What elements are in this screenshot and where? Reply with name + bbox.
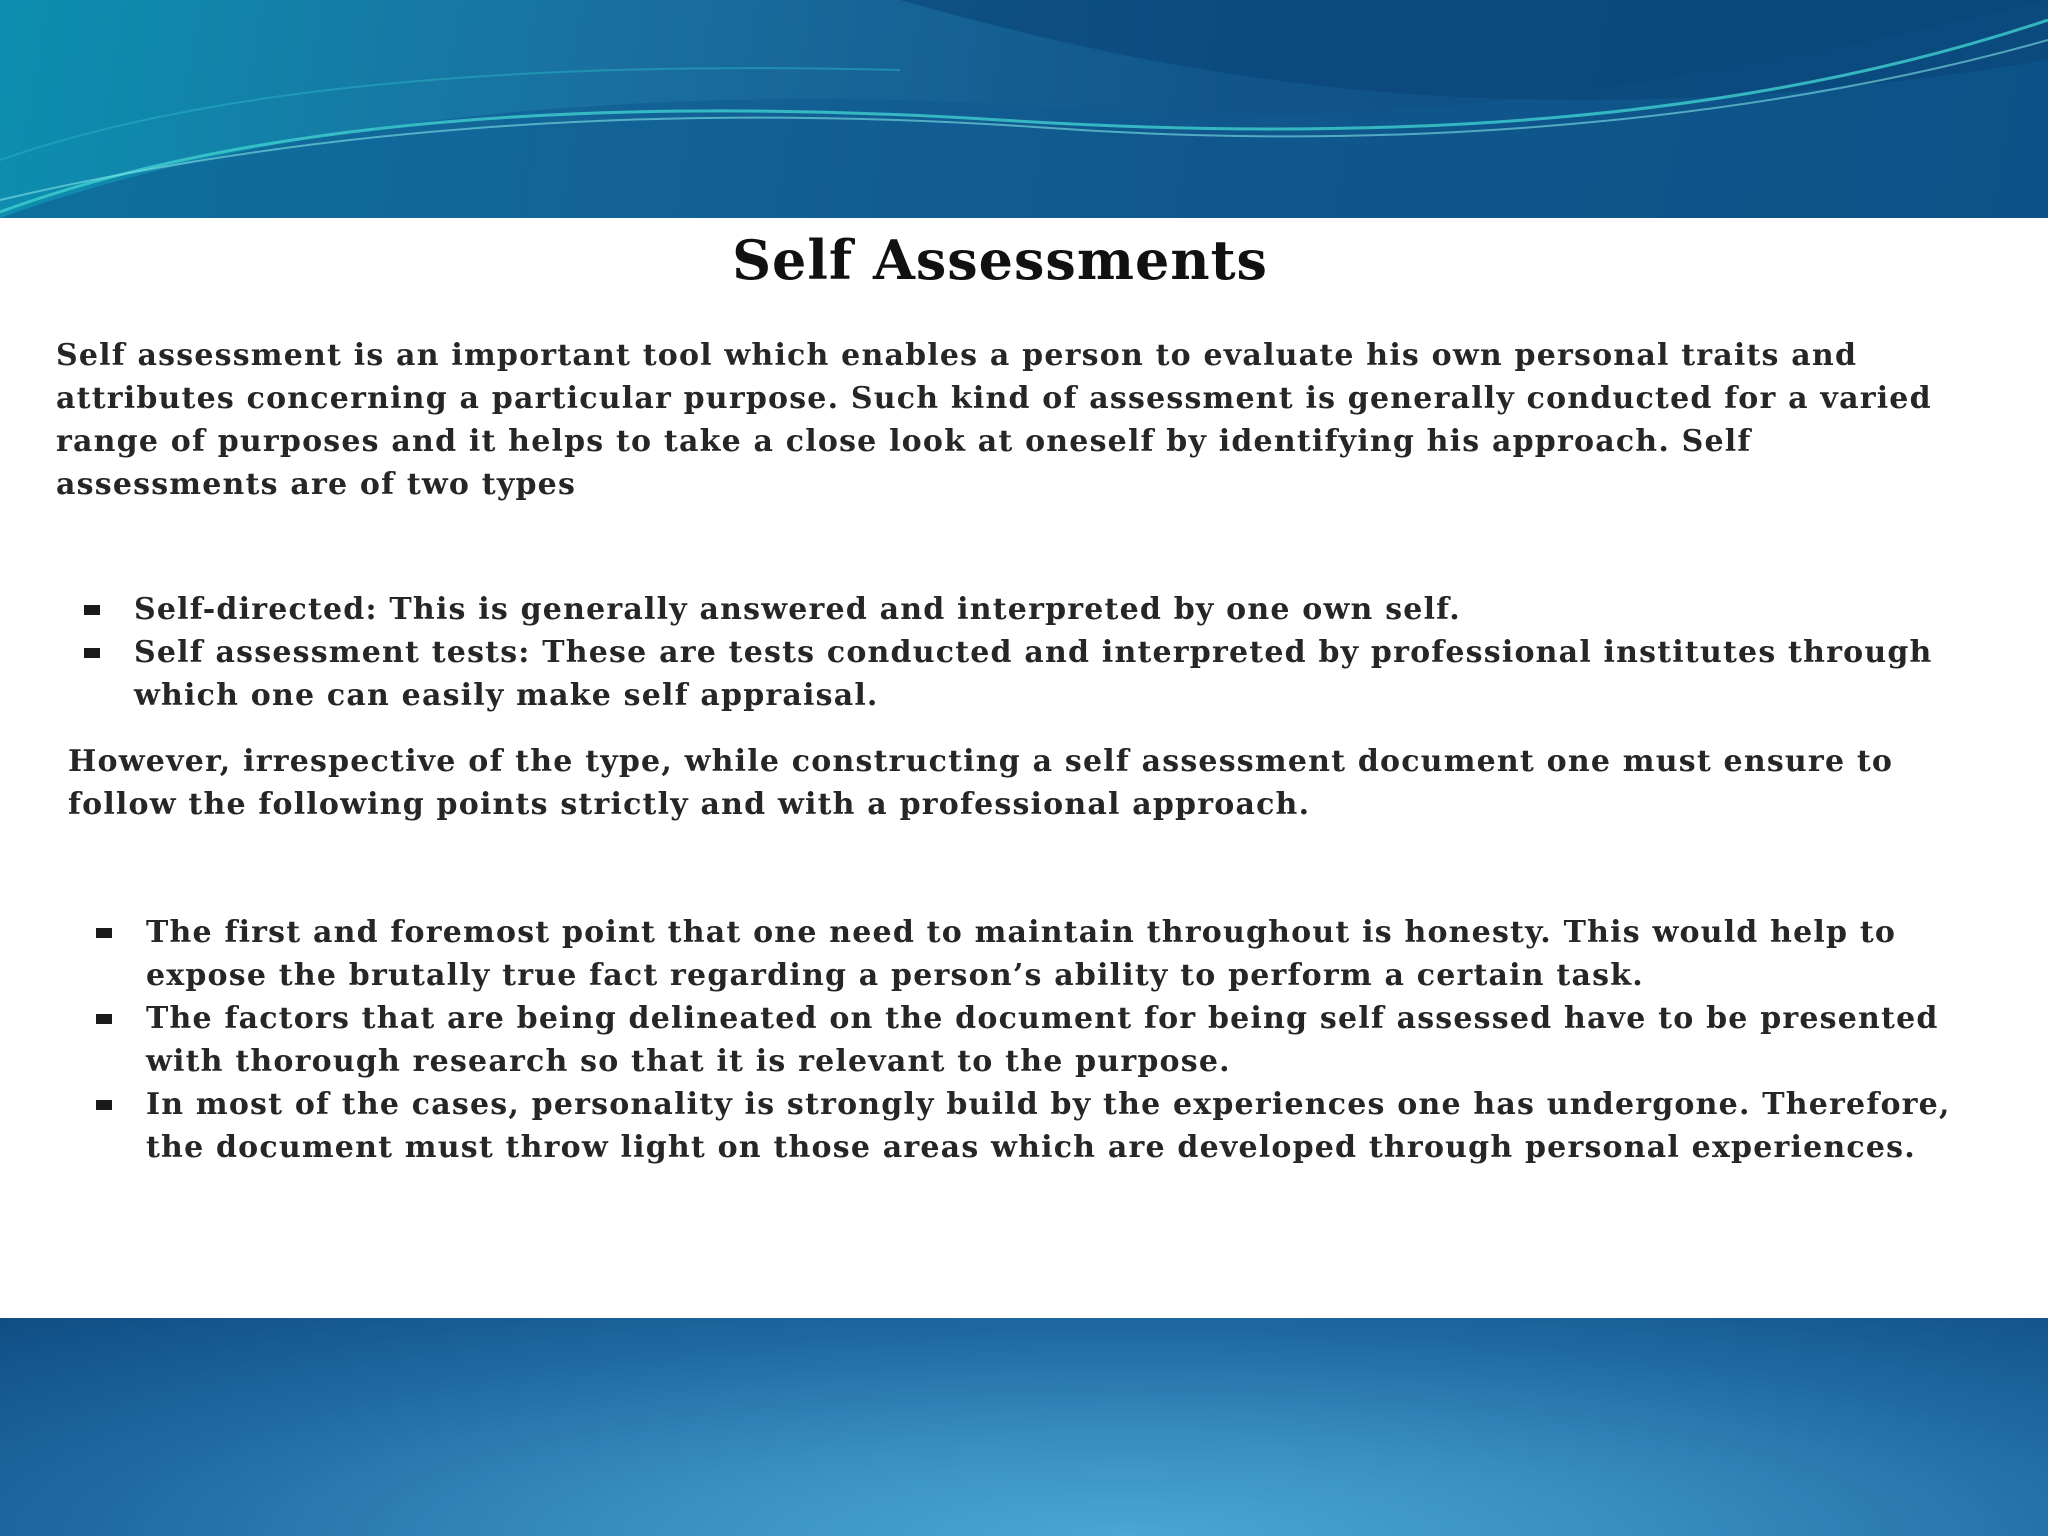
list-item xyxy=(134,631,1974,717)
slide-body xyxy=(0,218,2048,1318)
list-item xyxy=(146,911,1976,997)
bullet-icon xyxy=(84,605,100,615)
list-item xyxy=(146,997,1976,1083)
list-item xyxy=(134,588,1974,631)
bullet-icon xyxy=(96,1100,112,1110)
bullet-icon xyxy=(96,928,112,938)
intro-paragraph: Self assessment is an important tool which enables a person to evaluate his own personal traits and attributes concerning a particular purpose. Such kind of assessment is generally conducted for a varied range of purposes and it helps to take a close look at oneself by identifying his approach. Self assessments are of two types xyxy=(56,338,1932,502)
list-item-text: Self assessment tests: These are tests conducted and interpreted by professional institutes through which one can easily make self appraisal. xyxy=(134,635,1933,713)
footer-decoration-band xyxy=(0,1318,2048,1536)
bullet-icon xyxy=(96,1014,112,1024)
list-item-text: Self-directed: This is generally answered and interpreted by one own self. xyxy=(134,592,1461,627)
guidelines-list xyxy=(146,911,1976,1169)
slide-title: Self Assessments xyxy=(732,228,1268,292)
list-item-text: In most of the cases, personality is strongly build by the experiences one has undergone. Therefore, the document must throw light on those areas which are developed through personal experiences. xyxy=(146,1087,1951,1165)
list-item-text: The first and foremost point that one need to maintain throughout is honesty. This would help to expose the brutally true fact regarding a person’s ability to perform a certain task. xyxy=(146,915,1897,993)
list-item-text: The factors that are being delineated on the document for being self assessed have to be presented with thorough research so that it is relevant to the purpose. xyxy=(146,1001,1939,1079)
header-decoration-band xyxy=(0,0,2048,218)
assessment-types-list xyxy=(134,588,1974,717)
guidelines-paragraph: However, irrespective of the type, while constructing a self assessment document one must ensure to follow the following points strictly and with a professional approach. xyxy=(68,744,1894,822)
wave-decoration xyxy=(0,0,2048,218)
list-item xyxy=(146,1083,1976,1169)
bullet-icon xyxy=(84,648,100,658)
